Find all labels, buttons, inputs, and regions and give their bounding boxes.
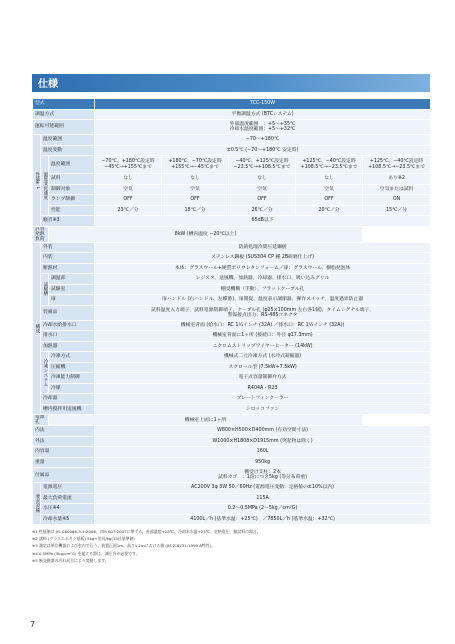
row-label: 付属品 [33,468,95,483]
table-row [33,120,431,135]
table-row [33,263,431,274]
group-label-cooling: 冷凍システム [41,352,49,394]
row-label: ランプ制御 [49,195,95,206]
model-value: TCC-150W [95,99,431,110]
table-cell: OFF [229,195,296,206]
table-row [33,242,431,253]
page-number: 7 [30,620,36,629]
table-cell: 20℃／分 [296,205,363,216]
cell-line: +125℃、−40℃設定時 [302,159,356,165]
spec-table [32,98,431,525]
row-value: ±0.5℃ (−70〜+180℃ 安定時) [95,145,431,156]
row-label: 試験室 [49,284,95,295]
table-row [33,394,431,405]
section-title: 仕様 [38,79,58,90]
row-value: 950kg [95,457,431,468]
row-value: R404A・R23 [95,383,431,394]
table-cell: 26℃／分 [229,205,296,216]
footnote: ※1 性能値は JIS C60068-3-5:2006、JTM K07:2007に準ずる。外部温度+23℃、冷却水水温+25℃、定格電圧、無試料の場合。 [32,529,261,534]
row-value: 本体：グラスウール+硬質ポリウレタンフォーム／扉：グラスウール、樹脂発泡体 [95,263,431,274]
table-cell: なし [162,174,229,185]
row-label: 運転可能範囲 [33,120,95,135]
value-line: 冷却水温度範囲：+5〜+32℃ [229,127,296,132]
table-cell: あり※2 [363,174,431,185]
table-row [33,284,431,295]
row-value: 機械式二元冷凍方式 (水冷式凝縮器) [95,352,431,363]
table-cell [95,156,162,174]
table-cell: 空気 [229,184,296,195]
row-value: 電子式容量制御弁方式 [95,373,431,384]
value-line: 試料カゴ ：1段につき5kg (等分布荷重) [218,475,308,481]
table-row [33,205,431,216]
row-label: 内容量 [33,447,95,458]
row-value: 機械室背面に1ヶ所 (接続口：外径 φ17.3mm) [95,331,431,342]
table-row [33,415,431,426]
row-value: W1000×H1808×D1915mm (突起物は除く) [95,436,431,447]
row-value [95,468,431,483]
cell-line: +180℃、−70℃設定時 [168,159,222,165]
value-line: 外部温度範囲 ：+5〜+35℃ [229,121,296,127]
row-label: 断熱材 [41,263,95,274]
table-row [33,493,431,504]
row-label: 冷却水量※5 [41,514,95,525]
table-row [33,295,431,306]
table-row [33,184,431,195]
value-line: 警報接点出力、RS-485コネクタ [227,312,298,318]
row-value: 65dB以下 [95,216,431,227]
value-line: 試料温度入力端子、試料電源制御端子、ケーブル孔 (φ25×100mm 左右各1個)、タイムシグナル端子、 [151,307,375,313]
row-label: 内装 [41,253,95,264]
row-value: 115A [95,493,431,504]
group-label-chamber: 試験槽 [41,274,49,306]
table-row [33,436,431,447]
table-cell: 15℃／分 [363,205,431,216]
table-row [33,404,431,415]
table-cell: OFF [162,195,229,206]
table-cell: なし [95,174,162,185]
row-label: 内法 [33,426,95,437]
row-value: スクロール型 (7.5kW+7.5kW) [95,362,431,373]
row-label: 槽内撹拌用送風機 [41,404,95,415]
row-label: 装備品 [41,305,95,320]
row-label: 冷凍方式 [49,352,95,363]
table-row [33,373,431,384]
row-value: AC200V 3φ 3W 50／60Hz (電源電圧変動：定格値の±10%以内) [95,483,431,494]
value-line: 棚受け支柱：2本 [244,470,281,476]
row-label: 冷却水給排水口 [41,320,95,331]
row-label: 調温部 [49,274,95,285]
row-value: 160L [95,447,431,458]
table-cell [363,156,431,174]
row-label: 制御対象 [49,184,95,195]
table-cell: なし [229,174,296,185]
row-value: 機械室背面 (給水口：RC 1¹⁄₄インチ (32A) ／排水口：RC 1¹⁄₄インチ (32A)) [95,320,431,331]
footnote: ※3 測定は単位機器および室内で行う。装置正面1m、高さ1.2mにおける値 (JIS Z-8731:1999 A特性)。 [32,543,216,549]
row-value: 機械室上面に1ヶ所 [49,415,363,426]
table-cell: 23℃／分 [95,205,162,216]
table-row [33,457,431,468]
cell-line: −40℃、+125℃設定時 [235,159,289,165]
row-label: 扉 [49,295,95,306]
group-label-performance: 性能※1 [33,135,41,227]
table-row [33,320,431,331]
row-value: ステンレス鋼板 (SUS304 CP 種 2B研磨仕上げ) [95,253,431,264]
table-cell [229,156,296,174]
table-row [33,305,431,320]
row-value [95,305,431,320]
table-row [33,468,431,483]
row-value: 4100L／h (基準水温：+25℃) ／7850L／h (基準水温：+32℃) [95,514,431,525]
footnote: ※5 断交換器の汚れ具合により変動します。 [32,557,109,563]
row-label: 外法 [33,436,95,447]
table-cell: OFF [95,195,162,206]
row-value: プレートフィンクーラー [95,394,431,405]
cell-line: +155℃→−45℃まで [171,164,219,170]
table-cell: 空気または試料 [363,184,431,195]
row-label: 水圧※4 [41,504,95,515]
row-value: ニクロムストリップワイヤーヒーター (14kW) [95,341,431,352]
row-value: −70〜+180℃ [95,135,431,146]
row-label: 加熱器 [41,341,95,352]
group-label-config: 構成 [33,242,41,415]
table-cell: 空気 [162,184,229,195]
cell-line: −45℃→+155℃まで [104,164,152,170]
model-label: 型式 [33,99,95,110]
row-label: 試料 [49,174,95,185]
cell-line: +125℃、−40℃設定時 [369,159,424,165]
table-row [33,135,431,146]
row-label: 性能 [49,205,95,216]
table-row [33,383,431,394]
table-row [33,341,431,352]
row-value: 0.2〜0.5MPa (2〜5kg／cm²G) [95,504,431,515]
table-cell: 空気 [95,184,162,195]
row-label: 電源電圧 [41,483,95,494]
row-label: 温度範囲 [41,135,95,146]
row-label: 外装 [41,242,95,253]
group-label-utilities: 要求設備 [33,483,41,525]
table-row [33,226,431,242]
row-value: 8kW (槽内温度 −20℃以上) [49,226,363,242]
row-label: 電源孔 [33,415,49,426]
cell-line: +108.5℃→−23.5℃まで [368,164,425,170]
table-row [33,483,431,494]
row-value: レジスタ、送風機、加熱器、冷却器、排水口、吸い込みグリル [95,274,431,285]
table-cell [162,156,229,174]
row-value: W800×H500×D400mm (有効空間寸法) [95,426,431,437]
table-row [33,274,431,285]
row-label: 冷媒 [49,383,95,394]
table-row [33,352,431,363]
table-cell [296,156,363,174]
row-value [95,120,431,135]
table-header-row [33,99,431,110]
row-value: 扉ハンドル (右ハンドル、左蝶番)、扉開促、温度表示調節器、操作スイッチ、温度過昇防止器 [95,295,431,306]
section-banner [32,74,430,92]
table-row [33,156,431,174]
row-value: 平衡調温方式 (BTCシステム) [95,109,431,120]
table-row [33,504,431,515]
row-value: 防錆処理冷間圧延鋼板 [95,242,431,253]
table-row [33,447,431,458]
row-label: 許容発熱負荷 [33,226,49,242]
cell-line: −23.5℃→+108.5℃まで [233,164,291,170]
row-label: 冷凍能力制御 [49,373,95,384]
row-label: 温度変動 [41,145,95,156]
row-value: シロッコファン [95,404,431,415]
row-label: 騒音※3 [41,216,95,227]
footnote: ※2 試料 (グラスエポキシ基板) 5kg+治具/kg(15社基準値) [32,536,135,542]
cell-line: +108.5℃→−23.5℃まで [300,164,358,170]
table-row [33,145,431,156]
row-label: 排水口 [41,331,95,342]
table-cell: OFF [296,195,363,206]
table-cell: 18℃／分 [162,205,229,216]
table-row [33,195,431,206]
cell-line: −70℃、+180℃設定時 [101,159,155,165]
row-label: 冷却器 [41,394,95,405]
row-label: 重量 [33,457,95,468]
table-row [33,331,431,342]
row-label: 最大負荷電流 [41,493,95,504]
row-label: 圧縮機 [49,362,95,373]
table-row [33,109,431,120]
table-row [33,514,431,525]
footnotes [32,528,430,564]
table-cell: なし [296,174,363,185]
group-label-temp-change: 温度変化速度 [41,156,49,216]
table-cell: ON [363,195,431,206]
footnote: ※4 0.5MPa (5kg/cm²G) を超える際は、減圧弁が必要です。 [32,550,140,556]
row-label: 調温方式 [33,109,95,120]
row-label: 温度範囲 [49,156,95,174]
table-row [33,253,431,264]
table-row [33,426,431,437]
table-row [33,216,431,227]
table-cell: 空気 [296,184,363,195]
table-row [33,174,431,185]
row-value: 棚受機構（手動）、フラットケーブル孔 [95,284,431,295]
table-row [33,362,431,373]
